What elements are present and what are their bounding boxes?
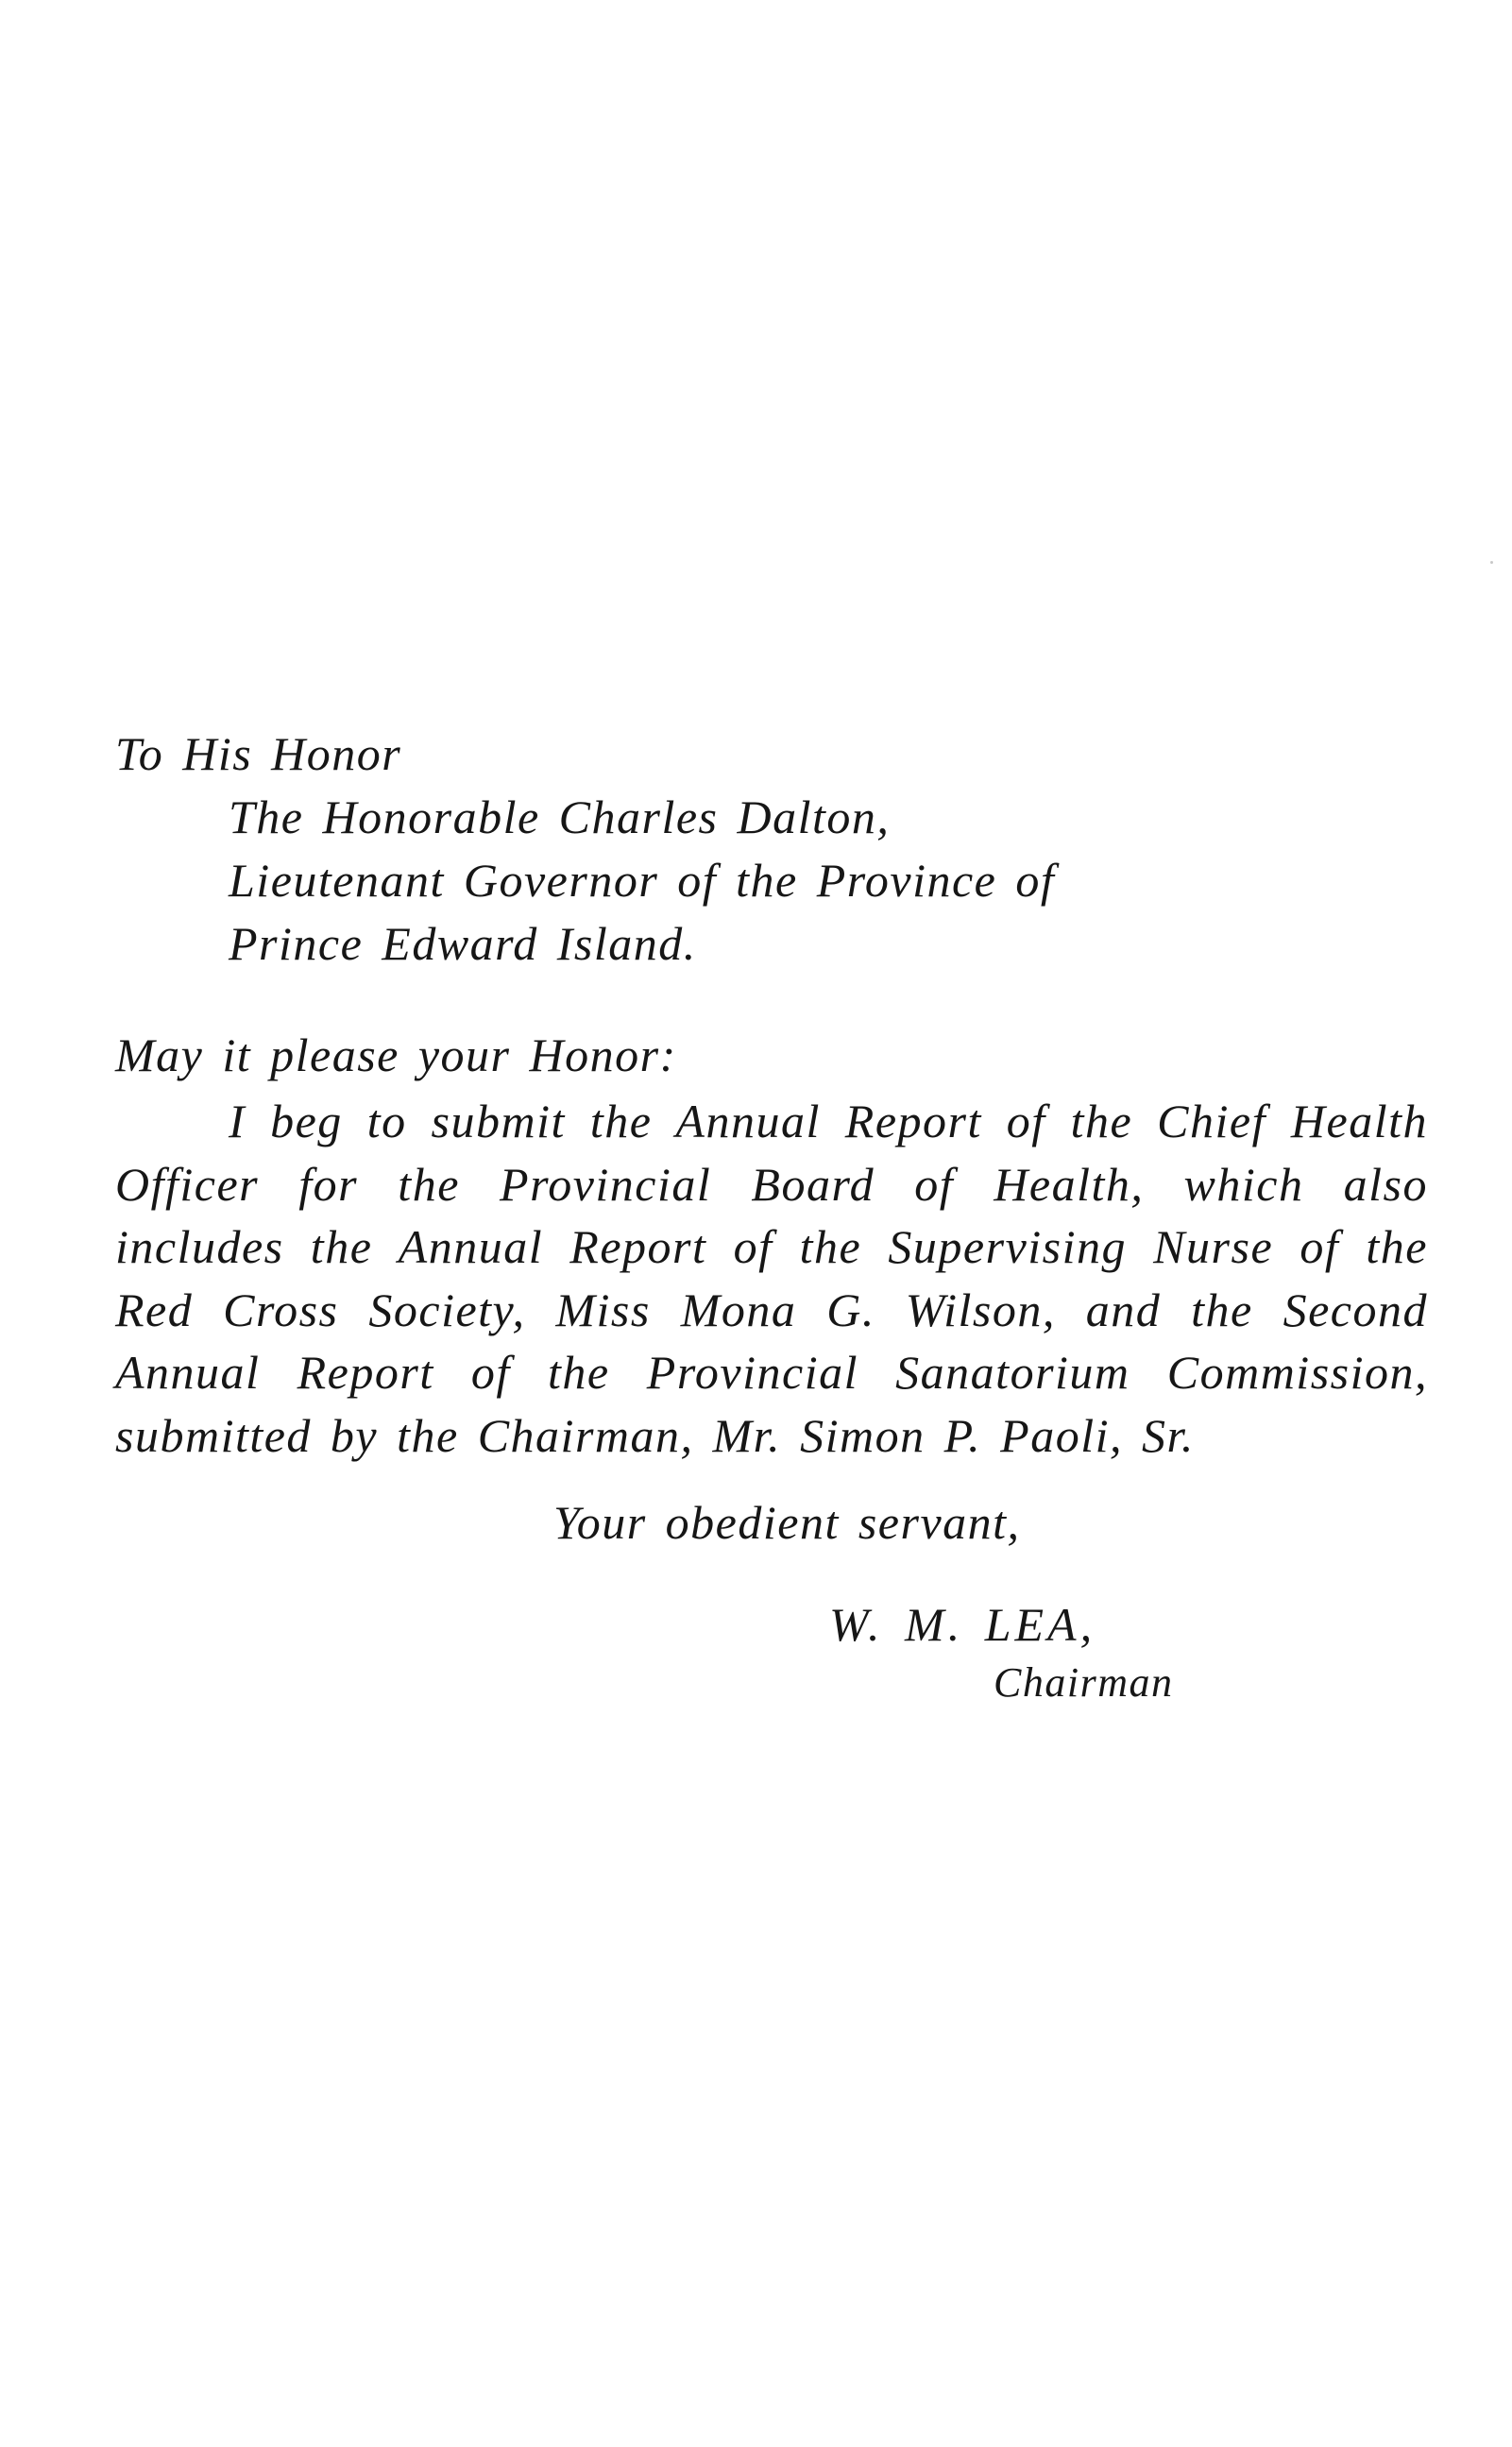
- letter-body: I beg to submit the Annual Report of the Chief Health Officer for the Provincial Board of Health, which also includes the Annual Report of the Supervising Nurse of the Red Cross Society, Miss Mona G. Wilson, and the Second Annual Report of the Provincial Sanatorium Commission, submitted by the Chairman, Mr. Simon P. Paoli, Sr.: [115, 1095, 1428, 1462]
- address-line-recipient: To His Honor: [115, 727, 402, 780]
- address-line-province: Prince Edward Island.: [229, 917, 697, 970]
- paper-speck: [1490, 561, 1493, 564]
- closing: Your obedient servant,: [553, 1496, 1021, 1549]
- salutation: May it please your Honor:: [115, 1028, 677, 1081]
- signer-title: Chairman: [994, 1659, 1174, 1706]
- signature: W. M. LEA,: [829, 1598, 1096, 1651]
- address-line-name: The Honorable Charles Dalton,: [229, 790, 891, 843]
- address-line-office: Lieutenant Governor of the Province of: [229, 854, 1056, 907]
